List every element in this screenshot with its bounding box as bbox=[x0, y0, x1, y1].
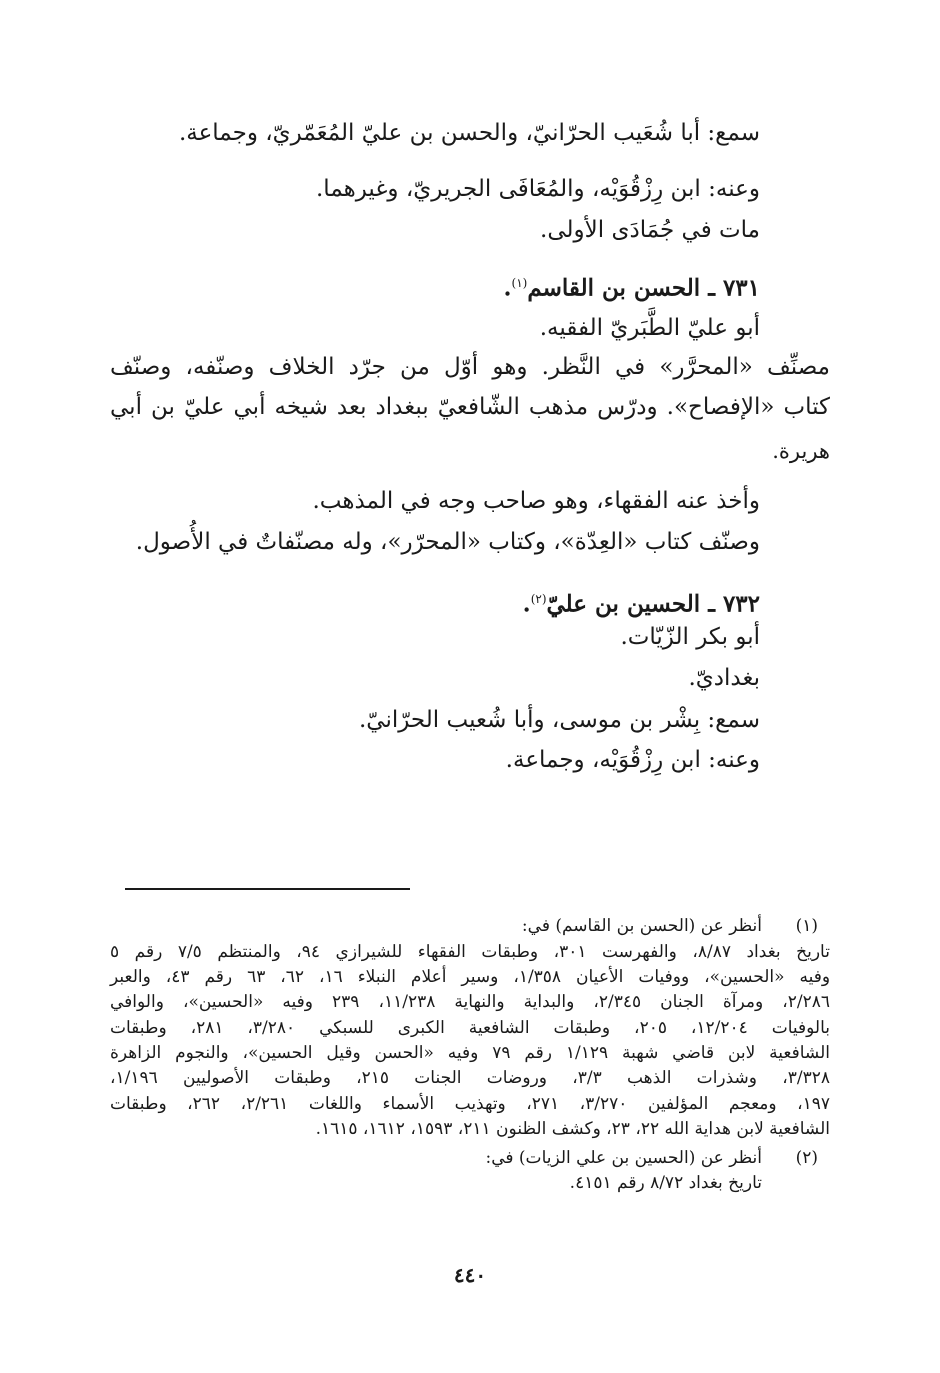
footnote-ref: (١) bbox=[511, 276, 528, 290]
text-line: سمع: أبا شُعَيب الحرّانيّ، والحسن بن عليّ المُعَمّريّ، وجماعة. bbox=[178, 120, 760, 146]
footnote-line: الشافعية لابن قاضي شهبة ١/١٢٩ رقم ٧٩ وفيه «الحسن وقيل الحسين»، والنجوم الزاهرة bbox=[110, 1043, 830, 1063]
footnote-ref: (٢) bbox=[530, 592, 547, 606]
footnote-number: (٢) bbox=[795, 1148, 818, 1168]
text-line: وأخذ عنه الفقهاء، وهو صاحب وجه في المذهب. bbox=[312, 488, 760, 514]
text-line: وصنّف كتاب «العِدّة»، وكتاب «المحرّر»، وله مصنّفاتٌ في الأُصول. bbox=[135, 529, 760, 555]
entry-heading-732: ٧٣٢ ـ الحسين بن عليّ$^{(٢)}$. bbox=[522, 590, 760, 618]
footnote-divider bbox=[125, 888, 410, 890]
text-line: سمع: بِشْر بن موسى، وأبا شُعيب الحرّانيّ. bbox=[358, 707, 760, 733]
text-line: أبو بكر الزّيّات. bbox=[620, 624, 760, 650]
footnote-line: تاريخ بغداد ٨/٨٧، والفهرست ٣٠١، وطبقات الفقهاء للشيرازي ٩٤، والمنتظم ٧/٥ رقم ٥ bbox=[110, 942, 830, 962]
footnote-line: بالوفيات ١٢/٢٠٤، ٢٠٥، وطبقات الشافعية الكبرى للسبكي ٣/٢٨٠، ٢٨١، وطبقات bbox=[110, 1018, 831, 1038]
footnote-number: (١) bbox=[795, 916, 818, 936]
entry-name: الحسين بن عليّ bbox=[546, 590, 701, 618]
text-line: هريرة. bbox=[772, 439, 830, 463]
footnote-line: ٣/٣٢٨، وشذرات الذهب ٣/٣، وروضات الجنات ٢١٥، وطبقات الأصوليين ١/١٩٦، bbox=[110, 1068, 830, 1088]
text-line: مصنِّف «المحرَّر» في النَّظر. وهو أوّل من جرّد الخلاف وصنّفه، وصنّف bbox=[110, 354, 830, 380]
entry-name: الحسن بن القاسم bbox=[527, 274, 701, 302]
text-line: وعنه: ابن رِزْقُوَيْه، والمُعَافَى الجريريّ، وغيرهما. bbox=[316, 176, 760, 202]
footnote-line: وفيه «الحسين»، ووفيات الأعيان ١/٣٥٨، وسير أعلام النبلاء ١٦، ٦٢، ٦٣ رقم ٤٣، والعبر bbox=[110, 967, 831, 987]
page-number: ٤٤٠ bbox=[453, 1263, 487, 1287]
text-line: كتاب «الإفصاح». ودرّس مذهب الشّافعيّ ببغداد بعد شيخه أبي عليّ بن أبي bbox=[110, 394, 830, 420]
footnote-line: الشافعية لابن هداية الله ٢٢، ٢٣، وكشف الظنون ٢١١، ١٥٩٣، ١٦١٢، ١٦١٥. bbox=[315, 1119, 830, 1139]
text-line: أبو عليّ الطَّبَريّ الفقيه. bbox=[539, 315, 760, 341]
text-line: مات في جُمَادَى الأولى. bbox=[540, 217, 760, 243]
footnote-line: ٢/٢٨٦، ومرآة الجنان ٢/٣٤٥، والبداية والنهاية ١١/٢٣٨، ٢٣٩ وفيه «الحسين»، والوافي bbox=[110, 992, 831, 1012]
footnote-line: أنظر عن (الحسن بن القاسم) في: bbox=[521, 916, 762, 936]
footnote-line: تاريخ بغداد ٨/٧٢ رقم ٤١٥١. bbox=[569, 1173, 762, 1193]
text-line: بغداديّ. bbox=[688, 665, 760, 691]
footnote-line: أنظر عن (الحسين بن علي الزيات) في: bbox=[485, 1148, 762, 1168]
entry-number: ٧٣٢ ـ bbox=[708, 590, 760, 618]
entry-number: ٧٣١ ـ bbox=[708, 274, 760, 302]
entry-heading-731: ٧٣١ ـ الحسن بن القاسم$^{(١)}$. bbox=[503, 274, 760, 302]
footnote-line: ١٩٧، ومعجم المؤلفين ٣/٢٧٠، ٢٧١، وتهذيب الأسماء واللغات ٢/٢٦١، ٢٦٢، وطبقات bbox=[110, 1094, 831, 1114]
text-line: وعنه: ابن رِزْقُوَيْه، وجماعة. bbox=[505, 747, 760, 773]
